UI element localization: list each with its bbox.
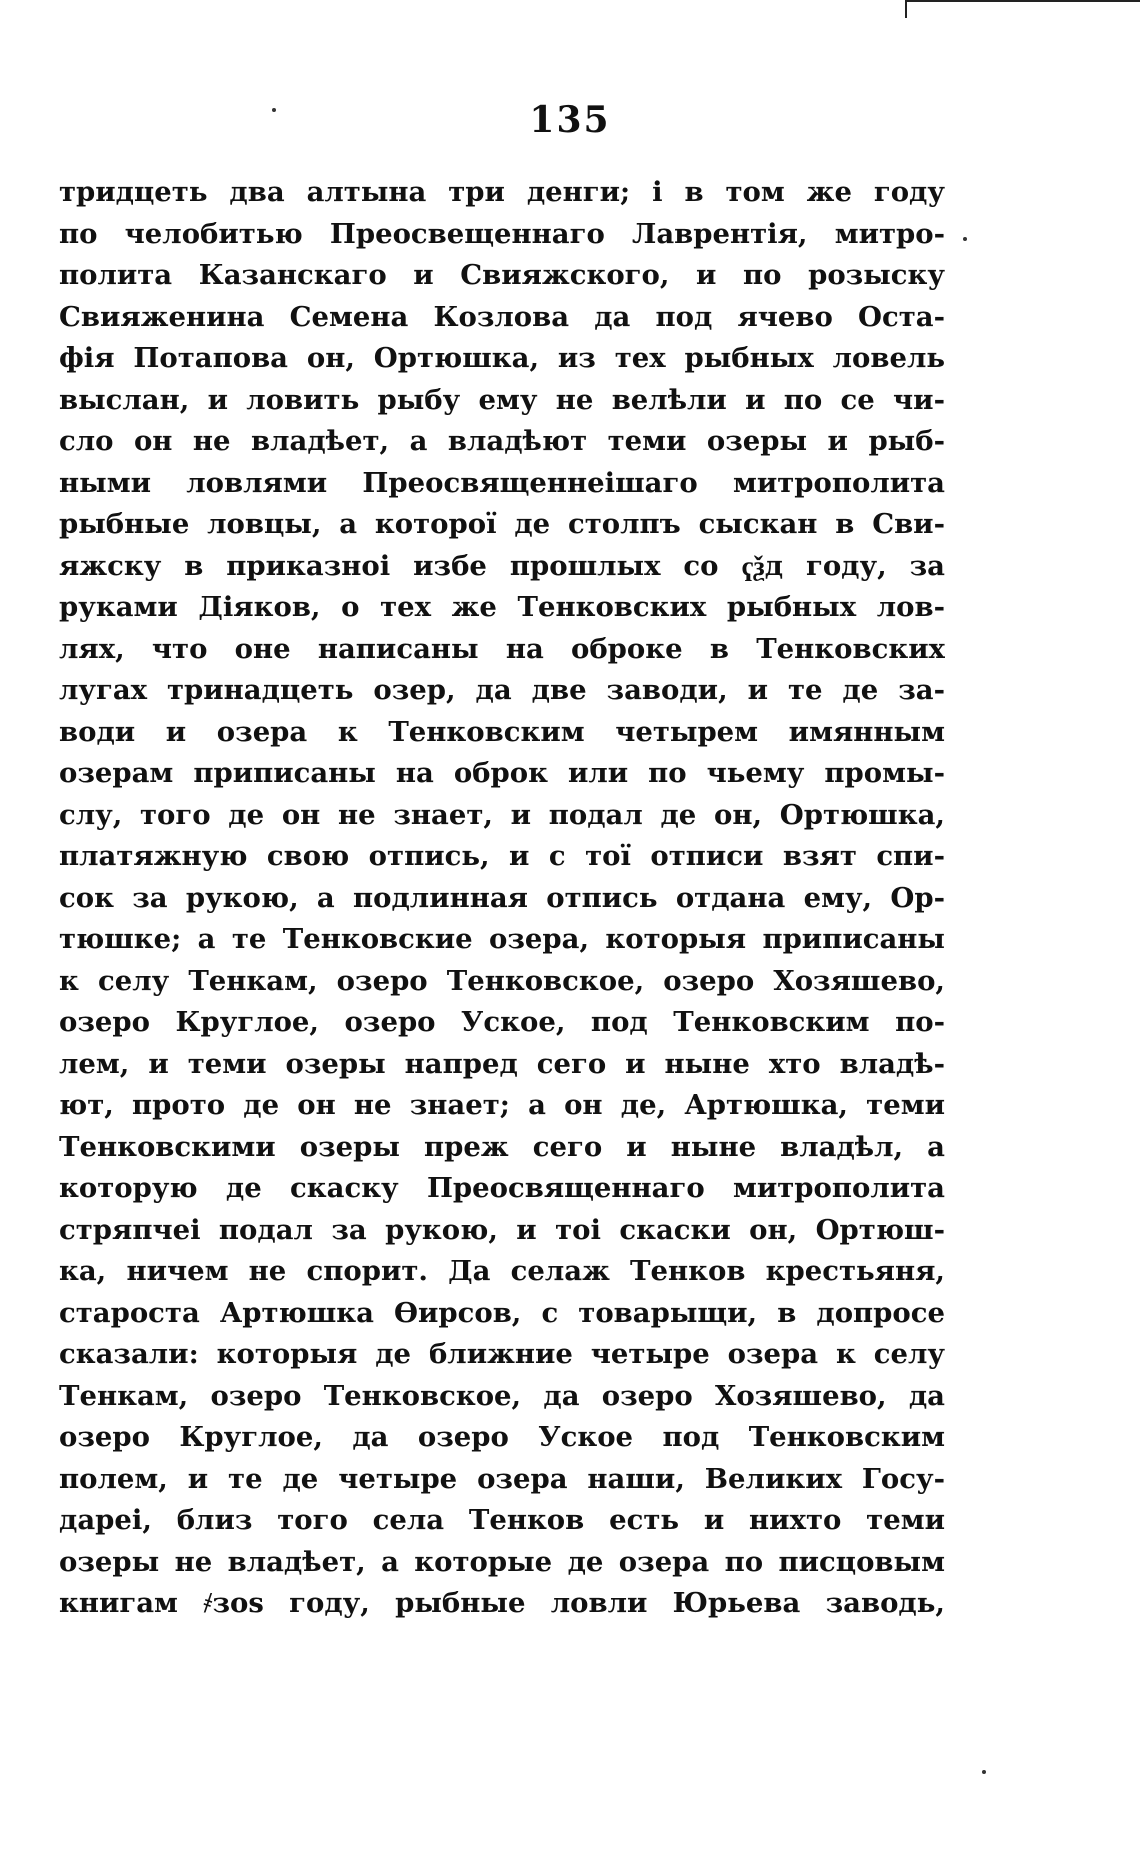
text-line: выслан, и ловить рыбу ему не велѣли и по се чи- — [59, 383, 945, 416]
text-line: староста Артюшка Өирсов, с товарыщи, в допросе — [59, 1296, 945, 1329]
body-text — [59, 172, 945, 1625]
top-border-line — [905, 0, 1140, 2]
text-line: сок за рукою, а подлинная отпись отдана ему, Ор- — [59, 881, 945, 914]
text-line: слу, того де он не знает, и подал де он, Ортюшка, — [59, 798, 945, 831]
text-line: ными ловлями Преосвященнеішаго митрополита — [59, 466, 945, 499]
print-speck — [963, 237, 967, 241]
print-speck — [982, 1770, 986, 1774]
text-line: води и озера к Тенковским четырем имянным — [59, 715, 945, 748]
text-line: ют, прото де он не знает; а он де, Артюшка, теми — [59, 1089, 945, 1121]
text-line: платяжную свою отпись, и с тої отписи взят спи- — [59, 840, 945, 872]
text-line: ка, ничем не спорит. Да селаж Тенков крестьяня, — [59, 1255, 945, 1287]
page-number: 135 — [529, 99, 611, 141]
text-line: яжску в приказноі избе прошлых со ҁѯд году, за — [59, 549, 945, 582]
text-line: дареі, близ того села Тенков есть и нихто теми — [59, 1504, 945, 1536]
text-line: сказали: которыя де ближние четыре озера к селу — [59, 1338, 945, 1370]
text-line: Тенковскими озеры преж сего и ныне владѣл, а — [59, 1130, 945, 1163]
text-line: стряпчеі подал за рукою, и тоі скаски он, Ортюш- — [59, 1213, 945, 1246]
text-line: озеро Круглое, да озеро Уское под Тенковским — [59, 1421, 945, 1453]
text-line: сло он не владѣет, а владѣют теми озеры и рыб- — [59, 425, 945, 457]
text-line: озерам приписаны на оброк или по чьему промы- — [59, 757, 945, 789]
text-line: полита Казанскаго и Свияжского, и по розыску — [59, 259, 945, 291]
text-line: лугах тринадцеть озер, да две заводи, и те де за- — [59, 674, 945, 706]
text-line: лях, что оне написаны на оброке в Тенковских — [59, 632, 945, 665]
text-line: Тенкам, озеро Тенковское, да озеро Хозяшево, да — [59, 1379, 945, 1412]
text-line: которую де скаску Преосвященнаго митрополита — [59, 1172, 945, 1204]
text-line: полем, и те де четыре озера наши, Великих Госу- — [59, 1462, 945, 1495]
text-line: фія Потапова он, Ортюшка, из тех рыбных ловель — [59, 342, 945, 374]
text-line: озеры не владѣет, а которые де озера по писцовым — [59, 1545, 945, 1578]
text-line: лем, и теми озеры напред сего и ныне хто владѣ- — [59, 1047, 945, 1080]
print-speck — [272, 108, 276, 112]
text-line: озеро Круглое, озеро Уское, под Тенковским по- — [59, 1006, 945, 1038]
text-line: Свияженина Семена Козлова да под ячево Оста- — [59, 300, 945, 333]
text-line: по челобитью Преосвещеннаго Лаврентія, митро- — [59, 217, 945, 250]
text-line: руками Діяков, о тех же Тенковских рыбных лов- — [59, 591, 945, 623]
text-line: книгам ҂зоѕ году, рыбные ловли Юрьева заводь, — [59, 1587, 945, 1619]
text-line: рыбные ловцы, а которої де столпъ сыскан в Сви- — [59, 508, 945, 540]
text-line: к селу Тенкам, озеро Тенковское, озеро Хозяшево, — [59, 964, 945, 997]
corner-border-line — [905, 0, 907, 18]
text-line: тюшке; а те Тенковские озера, которыя приписаны — [59, 923, 945, 955]
text-line: тридцеть два алтына три денги; і в том же году — [59, 176, 945, 208]
